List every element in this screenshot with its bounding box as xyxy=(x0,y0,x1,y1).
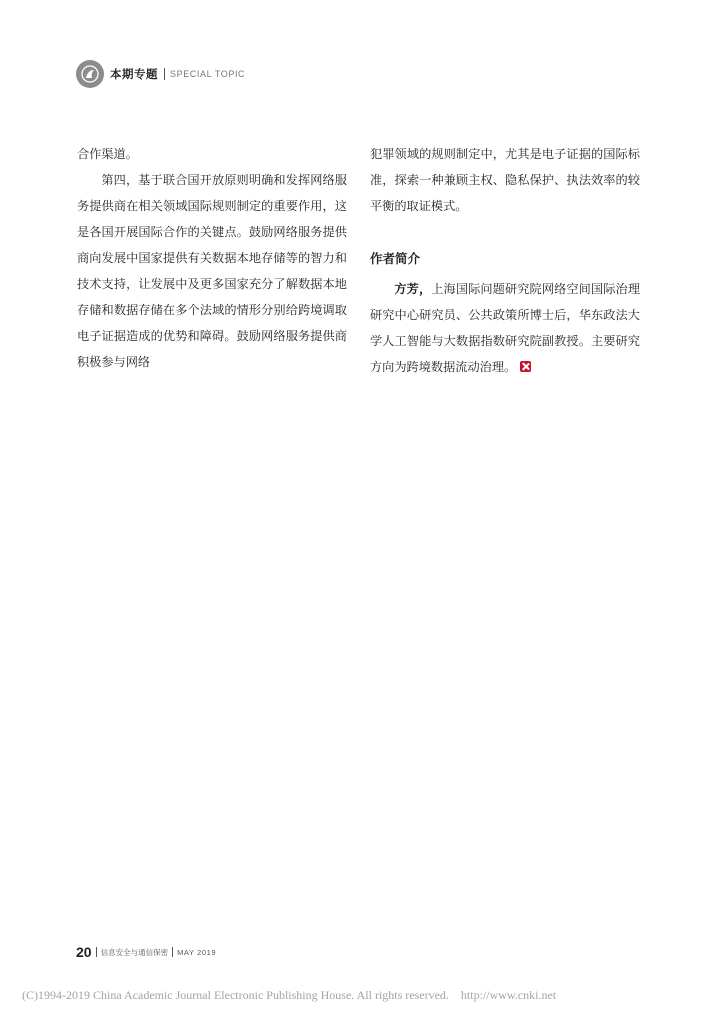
journal-name: 信息安全与通信保密 xyxy=(100,947,169,957)
header-divider xyxy=(164,68,165,80)
author-bio-paragraph xyxy=(370,276,640,380)
right-column xyxy=(370,141,640,380)
footer-divider xyxy=(96,947,97,957)
paragraph-continuation: 合作渠道。 xyxy=(77,147,138,161)
paragraph-fourth-point: 第四，基于联合国开放原则明确和发挥网络服务提供商在相关领域国际规则制定的重要作用，这是各国开展国际合作的关键点。鼓励网络服务提供商向发展中国家提供有关数据本地存储等的智力和技术支持，让发展中及更多国家充分了解数据本地存储和数据存储在多个法域的情形分别给跨境调取电子证据造成的优势和障碍。鼓励网络服务提供商积极参与网络 xyxy=(77,173,347,369)
page-header xyxy=(76,58,245,90)
journal-logo-icon xyxy=(76,60,104,88)
author-bio: 上海国际问题研究院网络空间国际治理研究中心研究员、公共政策所博士后，华东政法大学人工智能与大数据指数研究院副教授。主要研究方向为跨境数据流动治理。 xyxy=(370,282,641,374)
page-footer xyxy=(76,944,216,960)
author-name: 方芳， xyxy=(394,282,432,296)
end-mark-icon xyxy=(520,361,531,372)
copyright-notice xyxy=(22,988,556,1003)
page-number: 20 xyxy=(76,944,92,960)
paragraph-continuation-right: 犯罪领域的规则制定中，尤其是电子证据的国际标准，探索一种兼顾主权、隐私保护、执法效率的较平衡的取证模式。 xyxy=(370,147,640,213)
author-heading: 作者简介 xyxy=(370,251,421,266)
left-column xyxy=(77,141,347,375)
copyright-url[interactable]: http://www.cnki.net xyxy=(460,988,557,1002)
issue-date: MAY 2019 xyxy=(177,947,217,957)
section-title-en: SPECIAL TOPIC xyxy=(170,69,246,79)
footer-divider xyxy=(172,947,173,957)
copyright-text: (C)1994-2019 China Academic Journal Electronic Publishing House. All rights reserved. xyxy=(22,988,449,1002)
section-title: 本期专题 xyxy=(110,67,158,81)
